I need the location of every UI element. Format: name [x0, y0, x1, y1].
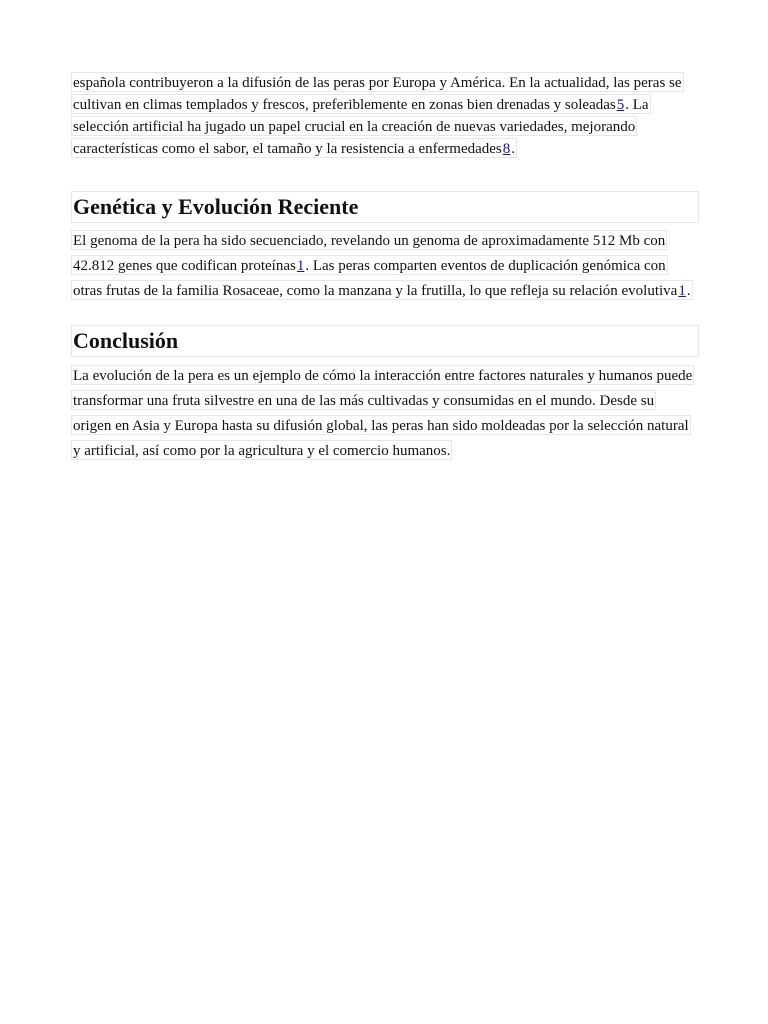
text-line	[71, 94, 699, 116]
citation-link[interactable]: 8	[502, 141, 511, 157]
text-fragment: 42.812 genes que codifican proteínas	[73, 258, 296, 274]
text-fragment: cultivan en climas templados y frescos, preferiblemente en zonas bien drenadas y soleadas	[73, 97, 616, 113]
text-span	[71, 94, 651, 114]
text-fragment: .	[686, 283, 691, 299]
document-body	[71, 72, 699, 465]
text-line	[71, 230, 699, 255]
genetica-paragraph	[71, 230, 699, 305]
text-line	[71, 365, 699, 390]
text-line	[71, 116, 699, 138]
text-line	[71, 390, 699, 415]
text-span: La evolución de la pera es un ejemplo de cómo la interacción entre factores naturales y humanos puede	[71, 365, 694, 385]
text-fragment: . La	[625, 97, 649, 113]
text-line	[71, 72, 699, 94]
text-fragment: características como el sabor, el tamaño y la resistencia a enfermedades	[73, 141, 502, 157]
text-span	[71, 138, 517, 158]
text-span: selección artificial ha jugado un papel crucial en la creación de nuevas variedades, mejorando	[71, 116, 637, 136]
citation-link[interactable]: 5	[616, 97, 625, 113]
text-span: y artificial, así como por la agricultura y el comercio humanos.	[71, 440, 452, 460]
section-heading-conclusion: Conclusión	[71, 325, 699, 357]
text-line	[71, 255, 699, 280]
citation-link[interactable]: 1	[678, 283, 686, 299]
intro-paragraph	[71, 72, 699, 160]
text-fragment: .	[511, 141, 516, 157]
text-span	[71, 255, 668, 275]
citation-link[interactable]: 1	[296, 258, 305, 274]
text-line	[71, 138, 699, 160]
text-fragment: otras frutas de la familia Rosaceae, como la manzana y la frutilla, lo que refleja su relación evolutiva	[73, 283, 678, 299]
text-line	[71, 440, 699, 465]
text-span	[71, 280, 693, 300]
conclusion-paragraph	[71, 365, 699, 465]
text-span: El genoma de la pera ha sido secuenciado, revelando un genoma de aproximadamente 512 Mb con	[71, 230, 667, 250]
text-span: transformar una fruta silvestre en una de las más cultivadas y consumidas en el mundo. Desde su	[71, 390, 656, 410]
text-line	[71, 280, 699, 305]
section-heading-genetica: Genética y Evolución Reciente	[71, 191, 699, 223]
text-line	[71, 415, 699, 440]
text-span: origen en Asia y Europa hasta su difusión global, las peras han sido moldeadas por la selección natural	[71, 415, 691, 435]
text-fragment: . Las peras comparten eventos de duplicación genómica con	[305, 258, 666, 274]
text-span: española contribuyeron a la difusión de las peras por Europa y América. En la actualidad, las peras se	[71, 72, 684, 92]
